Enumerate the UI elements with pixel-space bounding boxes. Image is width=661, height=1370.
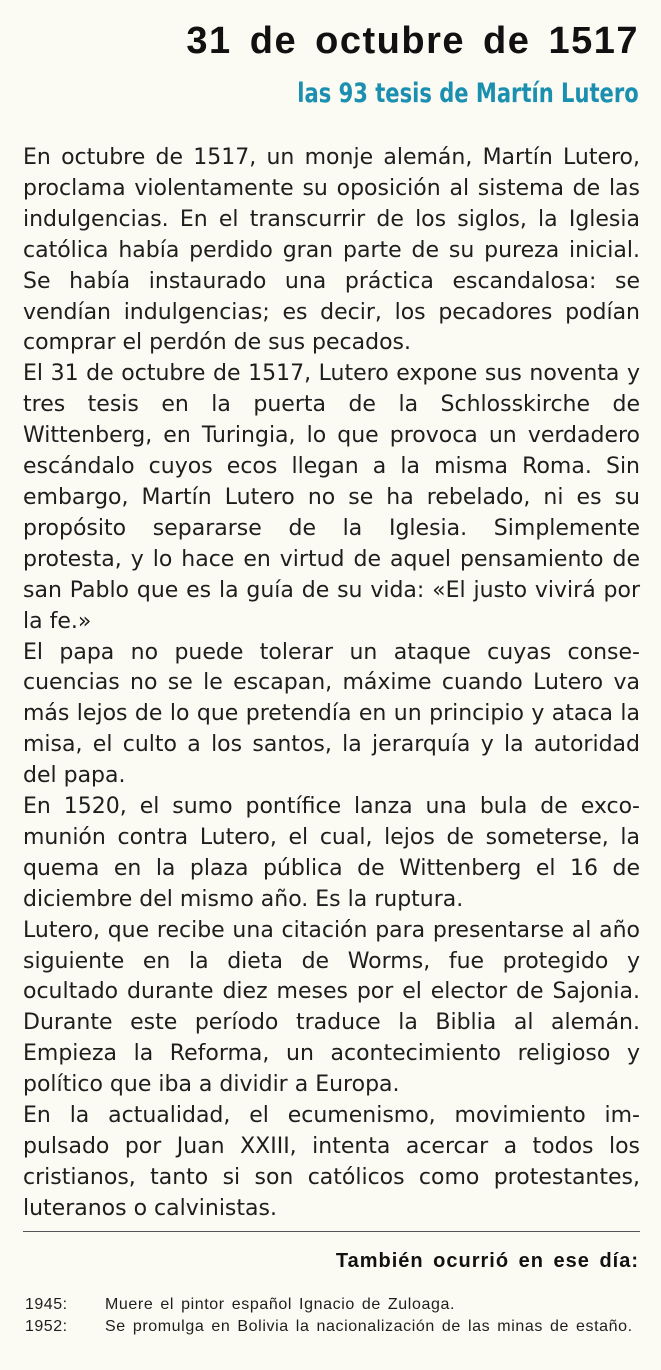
event-year: 1945: (25, 1296, 68, 1313)
event-year: 1952: (25, 1318, 68, 1335)
event-text: Se promulga en Bolivia la nacionalización de las minas de estaño. (105, 1318, 633, 1335)
article-paragraph: En 1520, el sumo pontífice lanza una bula de excomunión contra Lutero, el cual, lejos de someterse, la quema en la plaza pública de Wittenberg el 16 de diciembre del mismo año. Es la ruptura. (23, 794, 640, 912)
article-paragraph: En la actualidad, el ecumenismo, movimiento impulsado por Juan XXIII, intenta acercar a todos los cristianos, tanto si son católicos como protestantes, luteranos o calvinistas. (23, 1103, 640, 1221)
article-body (23, 143, 640, 1225)
page-title: 31 de octubre de 1517 (186, 20, 639, 62)
also-happened-heading: También ocurrió en ese día: (335, 1250, 639, 1272)
article-paragraph: En octubre de 1517, un monje alemán, Martín Lutero, proclama violentamente su oposición al sistema de las indulgencias. En el transcurrir de los siglos, la Iglesia católica había perdido gran parte de su pureza inicial. Se había instaurado una práctica escandalosa: se vendían indulgencias; es decir, los pecadores podían comprar el perdón de sus pecados. (23, 145, 640, 356)
events-list (25, 1295, 640, 1339)
section-divider (23, 1231, 640, 1232)
article-paragraph: Lutero, que recibe una citación para presentarse al año siguiente en la dieta de Worms, fue protegido y ocultado durante diez meses por el elector de Sajonia. Durante este período traduce la Biblia al alemán. Empieza la Reforma, un acontecimiento religioso y político que iba a dividir a Europa. (23, 917, 640, 1098)
list-item (25, 1317, 640, 1337)
article-paragraph: El 31 de octubre de 1517, Lutero expone sus noventa y tres tesis en la puerta de la Schlosskirche de Wittenberg, en Turingia, lo que provoca un verdadero escándalo cuyos ecos llegan a la misma Roma. Sin embargo, Martín Lutero no se ha rebelado, ni es su propósito separarse de la Iglesia. Simplemente protesta, y lo hace en virtud de aquel pensamiento de san Pablo que es la guía de su vida: «El justo vivirá por la fe.» (23, 361, 640, 634)
event-text: Muere el pintor español Ignacio de Zuloaga. (105, 1296, 456, 1313)
list-item (25, 1295, 640, 1315)
page-subtitle: las 93 tesis de Martín Lutero (297, 78, 639, 109)
article-paragraph: El papa no puede tolerar un ataque cuyas consecuencias no se le escapan, máxime cuando Lutero va más lejos de lo que pretendía en un principio y ataca la misa, el culto a los santos, la jerarquía y la autoridad del papa. (23, 639, 640, 789)
